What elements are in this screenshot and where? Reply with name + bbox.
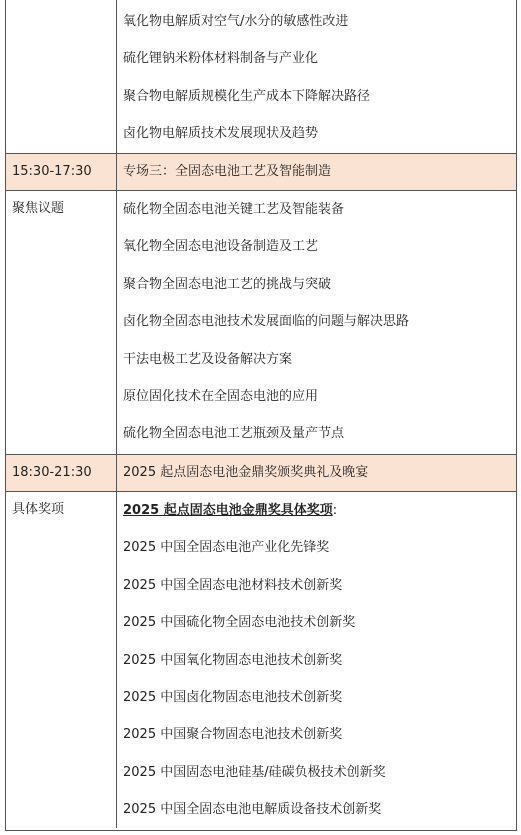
topics-block-continued bbox=[6, 0, 516, 153]
awards-list bbox=[117, 492, 516, 828]
list-item: 2025 中国全固态电池电解质设备技术创新奖 bbox=[123, 802, 382, 818]
awards-label: 具体奖项 bbox=[12, 502, 65, 517]
list-item: 卤化物全固态电池技术发展面临的问题与解决思路 bbox=[123, 314, 410, 330]
list-item: 聚合物电解质规模化生产成本下降解决路径 bbox=[123, 88, 371, 104]
awards-heading bbox=[117, 492, 516, 529]
awards-heading-text: 2025 起点固态电池金鼎奖具体奖项 bbox=[123, 503, 333, 518]
list-item: 干法电极工艺及设备解决方案 bbox=[123, 351, 293, 367]
list-item: 2025 中国全固态电池产业化先锋奖 bbox=[123, 540, 330, 556]
focus-topics-label: 聚焦议题 bbox=[12, 201, 65, 216]
list-item: 卤化物电解质技术发展现状及趋势 bbox=[123, 126, 319, 142]
session-3-title: 专场三：全固态电池工艺及智能制造 bbox=[123, 164, 332, 179]
list-item: 2025 中国聚合物固态电池技术创新奖 bbox=[123, 727, 343, 743]
awards-label-cell bbox=[6, 492, 117, 828]
focus-topics-list bbox=[117, 191, 516, 454]
list-item: 原位固化技术在全固态电池的应用 bbox=[123, 388, 319, 404]
topics-list bbox=[117, 0, 516, 153]
session-3-header-row bbox=[6, 153, 516, 190]
list-item: 2025 中国固态电池硅基/硅碳负极技术创新奖 bbox=[123, 764, 386, 780]
list-item: 氧化物电解质对空气/水分的敏感性改进 bbox=[123, 14, 349, 29]
list-item: 氧化物全固态电池设备制造及工艺 bbox=[123, 239, 319, 255]
ceremony-header-row bbox=[6, 454, 516, 491]
ceremony-time: 18:30-21:30 bbox=[6, 455, 117, 491]
list-item: 2025 中国硫化物全固态电池技术创新奖 bbox=[123, 615, 356, 631]
agenda-table bbox=[5, 0, 517, 831]
awards-heading-suffix: : bbox=[332, 503, 338, 518]
list-item: 硫化锂钠米粉体材料制备与产业化 bbox=[123, 51, 319, 67]
awards-block bbox=[6, 491, 516, 828]
list-item: 2025 中国全固态电池材料技术创新奖 bbox=[123, 577, 343, 593]
focus-topics-block bbox=[6, 190, 516, 454]
ceremony-title: 2025 起点固态电池金鼎奖颁奖典礼及晚宴 bbox=[123, 465, 369, 480]
list-item: 硫化物全固态电池工艺瓶颈及量产节点 bbox=[123, 426, 345, 442]
list-item: 2025 中国卤化物固态电池技术创新奖 bbox=[123, 689, 343, 705]
list-item: 2025 中国氧化物固态电池技术创新奖 bbox=[123, 652, 343, 668]
focus-topics-label-cell bbox=[6, 191, 117, 454]
session-3-time: 15:30-17:30 bbox=[6, 154, 117, 190]
list-item: 硫化物全固态电池关键工艺及智能装备 bbox=[123, 202, 345, 217]
list-item: 聚合物全固态电池工艺的挑战与突破 bbox=[123, 276, 332, 292]
topics-label-cell bbox=[6, 0, 117, 153]
